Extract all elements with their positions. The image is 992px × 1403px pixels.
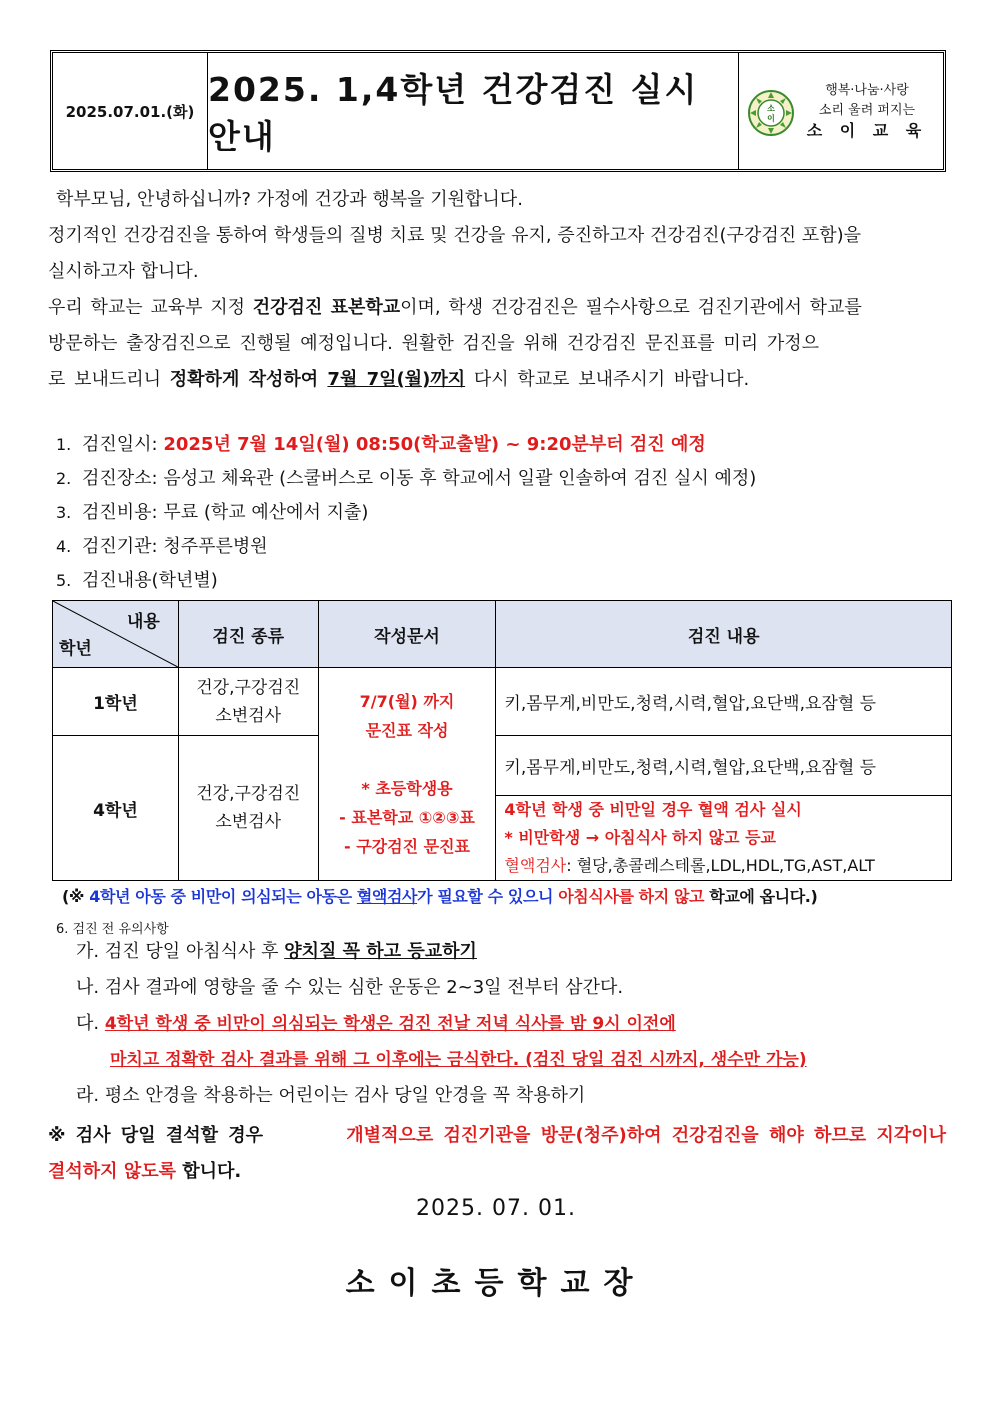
type-4-cell: 건강,구강검진 소변검사 (178, 736, 318, 881)
svg-text:소: 소 (767, 104, 775, 113)
svg-text:이: 이 (767, 114, 775, 123)
type-1-cell: 건강,구강검진 소변검사 (178, 668, 318, 736)
obesity-detail-cell: 4학년 학생 중 비만일 경우 혈액 검사 실시 * 비만학생 → 아침식사 하지 않고 등교 혈액검사: 혈당,총콜레스테롤,LDL,HDL,TG,AST,ALT (496, 796, 952, 881)
header-exam-type: 검진 종류 (178, 601, 318, 668)
intro-line-4c: 이며, 학생 건강검진은 필수사항으로 검진기관에서 학교를 (400, 297, 862, 318)
intro-line-6d: 다시 학교로 보내주시기 바랍니다. (465, 369, 750, 390)
table-note: (※ 4학년 아동 중 비만이 의심되는 아동은 혈액검사가 필요할 수 있으니 아침식사를 하지 않고 학교에 옵니다.) (62, 887, 818, 906)
motto-line-2: 소리 울려 퍼지는 (818, 103, 916, 118)
intro-line-2: 정기적인 건강검진을 통하여 학생들의 질병 치료 및 건강을 유지, 증진하고자 건강검진(구강검진 포함)을 (48, 225, 861, 246)
list-item: 3. 검진비용: 무료 (학교 예산에서 지출) (56, 502, 369, 523)
list-item: 다. 4학년 학생 중 비만이 의심되는 학생은 검진 전날 저녁 식사를 밤 9시 이전에 (76, 1013, 676, 1034)
grade-1-cell: 1학년 (53, 668, 179, 736)
intro-line-6c: 7월 7일(월)까지 (327, 369, 466, 390)
table-row (53, 668, 952, 736)
header-date: 2025.07.01.(화) (53, 53, 208, 169)
school-motto (799, 81, 935, 141)
header-exam-detail: 검진 내용 (496, 601, 952, 668)
intro-line-5: 방문하는 출장검진으로 진행될 예정입니다. 원활한 검진을 위해 건강검진 문진표를 미리 가정으 (48, 333, 820, 354)
principal-signature: 소이초등학교장 (345, 1266, 647, 1301)
intro-line-4b: 건강검진 표본학교 (252, 297, 401, 318)
intro-line-6a: 로 보내드리니 (48, 369, 170, 390)
list-item: 마치고 정확한 검사 결과를 위해 그 이후에는 금식한다. (검진 당일 검진 시까지, 생수만 가능) (110, 1050, 807, 1070)
list-item: 5. 검진내용(학년별) (56, 570, 218, 591)
intro-paragraph (48, 182, 946, 398)
document-date: 2025. 07. 01. (416, 1196, 576, 1221)
page-title: 2025. 1,4학년 건강검진 실시 안내 (208, 53, 739, 169)
table-row (53, 736, 952, 796)
intro-line-3: 실시하고자 합니다. (48, 261, 199, 282)
precautions-list (76, 934, 946, 1114)
intro-line-1: 학부모님, 안녕하십니까? 가정에 건강과 행복을 기원합니다. (56, 189, 523, 210)
table-header-row (53, 601, 952, 668)
school-logo-icon (747, 89, 795, 137)
list-item: 1. 검진일시: 2025년 7월 14일(월) 08:50(학교출발) ~ 9:20분부터 검진 예정 (56, 434, 706, 455)
exam-table (52, 600, 952, 881)
list-item: 가. 검진 당일 아침식사 후 양치질 꼭 하고 등교하기 (76, 941, 477, 962)
documents-cell: 7/7(월) 까지 문진표 작성 * 초등학생용 - 표본학교 ①②③표 - 구강검진 문진표 (318, 668, 496, 881)
header-box (50, 50, 946, 172)
header-documents: 작성문서 (318, 601, 496, 668)
grade-4-cell: 4학년 (53, 736, 179, 881)
intro-line-6b: 정확하게 작성하여 (169, 369, 328, 390)
intro-line-4a: 우리 학교는 교육부 지정 (48, 297, 253, 318)
table-corner-cell: 내용 학년 (53, 601, 179, 668)
list-item: 4. 검진기관: 청주푸른병원 (56, 536, 268, 557)
motto-line-1: 행복·나눔·사랑 (825, 83, 909, 98)
absence-warning: ※ 검사 당일 결석할 경우 개별적으로 검진기관을 방문(청주)하여 건강검진을 해야 하므로 지각이나 결석하지 않도록 합니다. (48, 1125, 946, 1182)
section-6-heading: 6. 검진 전 유의사항 (56, 922, 169, 937)
motto-line-3: 소 이 교 육 (806, 121, 928, 140)
list-item: 나. 검사 결과에 영향을 줄 수 있는 심한 운동은 2~3일 전부터 삼간다. (76, 977, 624, 998)
detail-4-cell: 키,몸무게,비만도,청력,시력,혈압,요단백,요잠혈 등 (496, 736, 952, 796)
list-item: 라. 평소 안경을 착용하는 어린이는 검사 당일 안경을 꼭 착용하기 (76, 1085, 586, 1106)
exam-info-list (56, 428, 936, 598)
school-emblem-area (739, 53, 943, 169)
list-item: 2. 검진장소: 음성고 체육관 (스쿨버스로 이동 후 학교에서 일괄 인솔하여 검진 실시 예정) (56, 468, 757, 489)
detail-1-cell: 키,몸무게,비만도,청력,시력,혈압,요단백,요잠혈 등 (496, 668, 952, 736)
